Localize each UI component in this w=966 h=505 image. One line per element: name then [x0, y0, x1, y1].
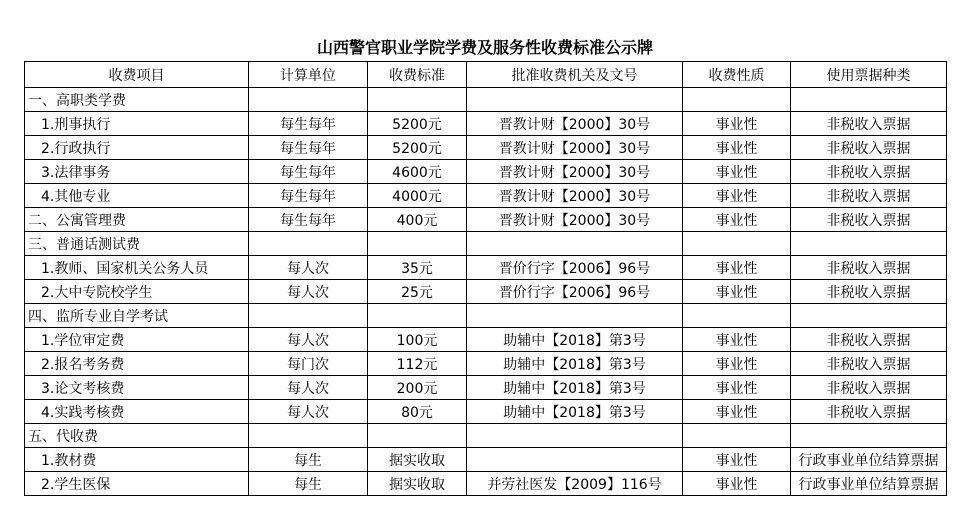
cell-item: 4.实践考核费	[25, 400, 249, 424]
cell-standard	[368, 88, 467, 112]
cell-approval: 助辅中【2018】第3号	[467, 376, 683, 400]
table-row	[25, 280, 947, 304]
cell-nature: 事业性	[683, 280, 791, 304]
cell-standard: 4000元	[368, 184, 467, 208]
table-row	[25, 448, 947, 472]
cell-item: 三、普通话测试费	[25, 232, 249, 256]
cell-unit: 每人次	[249, 280, 368, 304]
header-item: 收费项目	[25, 62, 249, 88]
cell-approval	[467, 232, 683, 256]
header-receipt: 使用票据种类	[791, 62, 947, 88]
cell-nature	[683, 304, 791, 328]
cell-unit	[249, 304, 368, 328]
cell-receipt: 非税收入票据	[791, 184, 947, 208]
cell-receipt: 非税收入票据	[791, 256, 947, 280]
cell-receipt: 非税收入票据	[791, 328, 947, 352]
cell-standard: 80元	[368, 400, 467, 424]
table-row	[25, 400, 947, 424]
cell-approval: 助辅中【2018】第3号	[467, 328, 683, 352]
cell-receipt: 非税收入票据	[791, 208, 947, 232]
table-row	[25, 328, 947, 352]
cell-item: 1.刑事执行	[25, 112, 249, 136]
cell-standard: 100元	[368, 328, 467, 352]
cell-unit: 每人次	[249, 328, 368, 352]
cell-unit	[249, 424, 368, 448]
section-row	[25, 424, 947, 448]
cell-approval	[467, 304, 683, 328]
table-row	[25, 160, 947, 184]
cell-item: 1.教师、国家机关公务人员	[25, 256, 249, 280]
cell-receipt: 非税收入票据	[791, 160, 947, 184]
cell-item: 五、代收费	[25, 424, 249, 448]
table-row	[25, 184, 947, 208]
table-body	[25, 88, 947, 496]
cell-approval	[467, 448, 683, 472]
cell-receipt: 非税收入票据	[791, 376, 947, 400]
table-row	[25, 472, 947, 496]
cell-approval: 晋教计财【2000】30号	[467, 136, 683, 160]
cell-receipt	[791, 88, 947, 112]
cell-approval: 晋价行字【2006】96号	[467, 256, 683, 280]
cell-nature: 事业性	[683, 112, 791, 136]
section-row	[25, 304, 947, 328]
cell-approval: 晋教计财【2000】30号	[467, 112, 683, 136]
table-row	[25, 112, 947, 136]
cell-unit: 每生	[249, 472, 368, 496]
cell-nature: 事业性	[683, 376, 791, 400]
header-standard: 收费标准	[368, 62, 467, 88]
cell-receipt	[791, 424, 947, 448]
cell-item: 1.教材费	[25, 448, 249, 472]
cell-item: 2.报名考务费	[25, 352, 249, 376]
table-row	[25, 376, 947, 400]
cell-nature	[683, 88, 791, 112]
cell-receipt: 非税收入票据	[791, 136, 947, 160]
cell-approval	[467, 88, 683, 112]
cell-approval: 晋教计财【2000】30号	[467, 184, 683, 208]
cell-nature: 事业性	[683, 160, 791, 184]
cell-item: 二、公寓管理费	[25, 208, 249, 232]
cell-unit: 每人次	[249, 256, 368, 280]
cell-nature	[683, 424, 791, 448]
cell-nature: 事业性	[683, 352, 791, 376]
cell-standard: 5200元	[368, 136, 467, 160]
table-row	[25, 256, 947, 280]
cell-item: 2.学生医保	[25, 472, 249, 496]
cell-approval: 助辅中【2018】第3号	[467, 400, 683, 424]
cell-unit	[249, 232, 368, 256]
cell-nature: 事业性	[683, 328, 791, 352]
cell-receipt: 非税收入票据	[791, 280, 947, 304]
cell-unit: 每人次	[249, 400, 368, 424]
cell-unit: 每人次	[249, 376, 368, 400]
cell-item: 3.法律事务	[25, 160, 249, 184]
cell-approval: 晋价行字【2006】96号	[467, 280, 683, 304]
cell-unit	[249, 88, 368, 112]
cell-nature: 事业性	[683, 400, 791, 424]
cell-unit: 每生每年	[249, 160, 368, 184]
cell-standard: 据实收取	[368, 472, 467, 496]
cell-approval	[467, 424, 683, 448]
cell-nature: 事业性	[683, 184, 791, 208]
table-row	[25, 352, 947, 376]
cell-item: 2.大中专院校学生	[25, 280, 249, 304]
cell-receipt	[791, 304, 947, 328]
cell-receipt: 行政事业单位结算票据	[791, 472, 947, 496]
cell-nature: 事业性	[683, 136, 791, 160]
cell-approval: 晋教计财【2000】30号	[467, 208, 683, 232]
cell-standard: 200元	[368, 376, 467, 400]
cell-item: 1.学位审定费	[25, 328, 249, 352]
cell-standard	[368, 232, 467, 256]
cell-item: 4.其他专业	[25, 184, 249, 208]
cell-unit: 每生每年	[249, 112, 368, 136]
cell-standard	[368, 424, 467, 448]
cell-standard: 25元	[368, 280, 467, 304]
cell-standard: 5200元	[368, 112, 467, 136]
cell-standard: 据实收取	[368, 448, 467, 472]
cell-item: 2.行政执行	[25, 136, 249, 160]
cell-unit: 每门次	[249, 352, 368, 376]
cell-standard	[368, 304, 467, 328]
cell-unit: 每生每年	[249, 184, 368, 208]
header-nature: 收费性质	[683, 62, 791, 88]
section-row	[25, 88, 947, 112]
cell-nature	[683, 232, 791, 256]
cell-receipt: 非税收入票据	[791, 352, 947, 376]
cell-receipt: 行政事业单位结算票据	[791, 448, 947, 472]
header-unit: 计算单位	[249, 62, 368, 88]
cell-item: 四、监所专业自学考试	[25, 304, 249, 328]
cell-receipt: 非税收入票据	[791, 112, 947, 136]
cell-nature: 事业性	[683, 472, 791, 496]
section-row	[25, 232, 947, 256]
cell-unit: 每生	[249, 448, 368, 472]
cell-standard: 112元	[368, 352, 467, 376]
table-row	[25, 136, 947, 160]
cell-approval: 助辅中【2018】第3号	[467, 352, 683, 376]
header-approval: 批准收费机关及文号	[467, 62, 683, 88]
cell-unit: 每生每年	[249, 136, 368, 160]
cell-standard: 400元	[368, 208, 467, 232]
cell-unit: 每生每年	[249, 208, 368, 232]
cell-receipt: 非税收入票据	[791, 400, 947, 424]
cell-approval: 晋教计财【2000】30号	[467, 160, 683, 184]
cell-nature: 事业性	[683, 208, 791, 232]
table-header-row	[25, 62, 947, 88]
cell-item: 3.论文考核费	[25, 376, 249, 400]
page-title: 山西警官职业学院学费及服务性收费标准公示牌	[316, 38, 653, 57]
cell-nature: 事业性	[683, 256, 791, 280]
section-row	[25, 208, 947, 232]
cell-item: 一、高职类学费	[25, 88, 249, 112]
cell-nature: 事业性	[683, 448, 791, 472]
cell-receipt	[791, 232, 947, 256]
cell-approval: 并劳社医发【2009】116号	[467, 472, 683, 496]
cell-standard: 4600元	[368, 160, 467, 184]
cell-standard: 35元	[368, 256, 467, 280]
fee-table	[24, 61, 947, 496]
